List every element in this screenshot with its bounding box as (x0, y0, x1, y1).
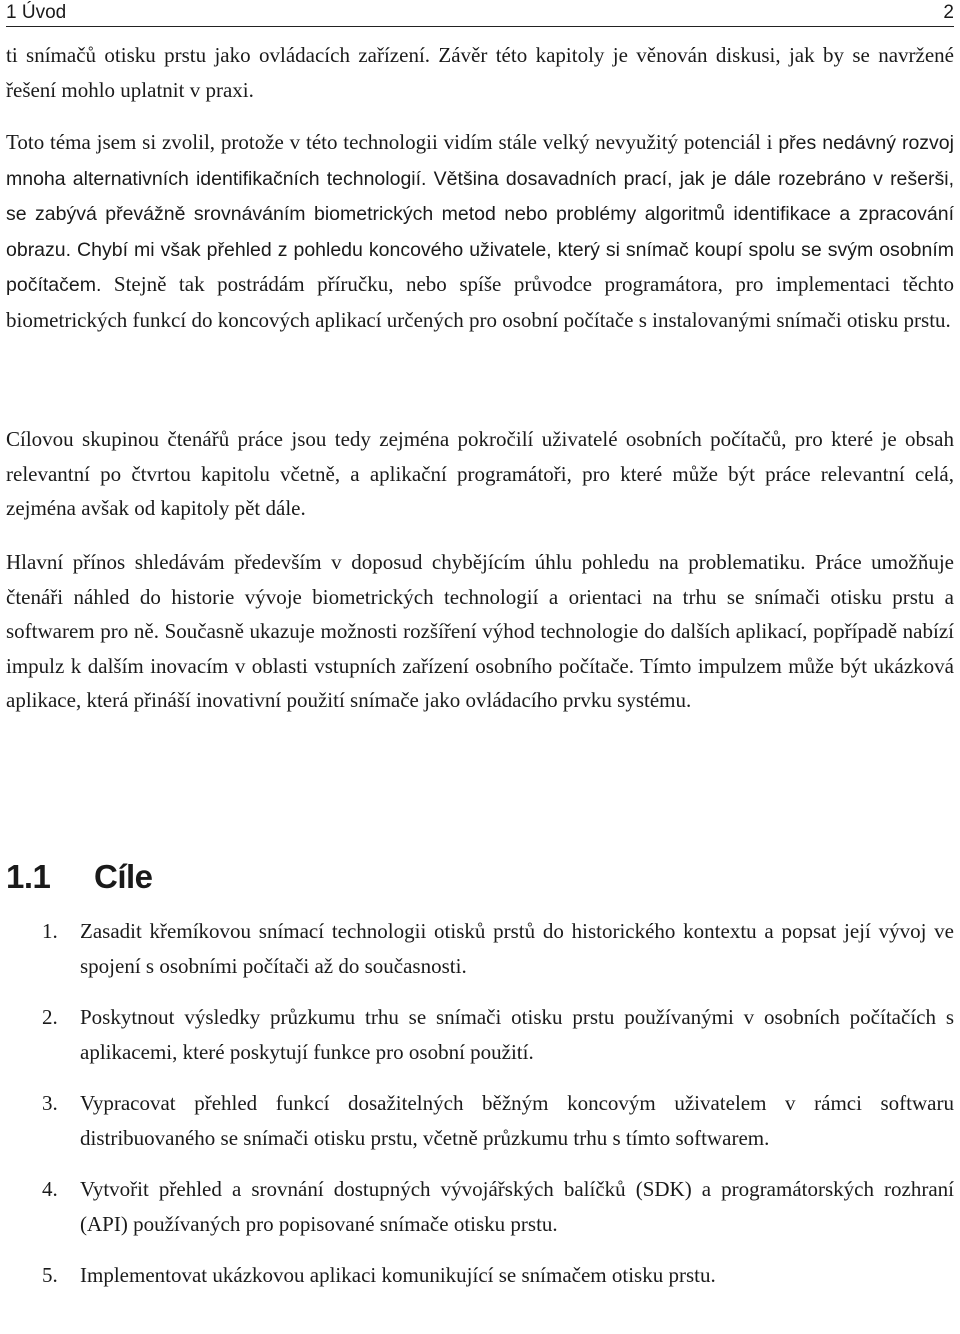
section-number: 1.1 (6, 858, 51, 895)
paragraph-text: Hlavní přínos shledávám především v doposud chybějícím úhlu pohledu na problematiku. Práce umožňuje čtenáři náhled do historie vývoje biometrických technologií a orientaci na trhu se snímači otisku prstu a softwarem pro ně. Současně ukazuje možnosti rozšíření výhod technologie do dalších aplikací, popřípadě nabízí impulz k dalším inovacím v oblasti vstupních zařízení osobního počítače. Tímto impulzem může být ukázková aplikace, která přináší inovativní použití snímače jako ovládacího prvku systému. (6, 550, 954, 712)
goal-number: 4. (42, 1177, 58, 1201)
paragraph-intro-end (6, 38, 954, 107)
paragraph-text: ti snímačů otisku prstu jako ovládacích zařízení. Závěr této kapitoly je věnován diskusi, jak by se navržené řešení mohlo uplatnit v praxi. (6, 43, 954, 102)
goal-number: 5. (42, 1263, 58, 1287)
goal-number: 1. (42, 919, 58, 943)
goal-item (0, 1172, 954, 1241)
page-number: 2 (943, 2, 954, 23)
goal-number: 2. (42, 1005, 58, 1029)
paragraph-text: Cílovou skupinou čtenářů práce jsou tedy zejména pokročilí uživatelé osobních počítačů, pro které je obsah relevantní po čtvrtou kapitolu včetně, a aplikační programátoři, pro které může být práce relevantní celá, zejména avšak od kapitoly pět dále. (6, 427, 954, 520)
goal-text: Poskytnout výsledky průzkumu trhu se snímači otisku prstu používanými v osobních počítačích s aplikacemi, které poskytují funkce pro osobní použití. (80, 1005, 954, 1064)
running-header (6, 0, 954, 27)
goal-number: 3. (42, 1091, 58, 1115)
paragraph-contribution (6, 545, 954, 718)
goal-text: Zasadit křemíkovou snímací technologii otisků prstů do historického kontextu a popsat její vývoj ve spojení s osobními počítači až do současnosti. (80, 919, 954, 978)
goal-text: Vypracovat přehled funkcí dosažitelných běžným koncovým uživatelem v rámci softwaru distribuovaného se snímači otisku prstu, včetně průzkumu trhu s tímto softwarem. (80, 1091, 954, 1150)
goal-text: Vytvořit přehled a srovnání dostupných vývojářských balíčků (SDK) a programátorských rozhraní (API) používaných pro popisované snímače otisku prstu. (80, 1177, 954, 1236)
section-title: Cíle (94, 858, 153, 895)
chapter-title: 1 Úvod (6, 2, 67, 23)
goal-text: Implementovat ukázkovou aplikaci komunikující se snímačem otisku prstu. (80, 1263, 716, 1287)
goals-list (0, 914, 954, 1310)
goal-item (0, 1258, 954, 1293)
section-heading (6, 852, 153, 902)
paragraph-motivation (6, 125, 954, 337)
paragraph-text: Toto téma jsem si zvolil, protože v této technologii vidím stále velký nevyužitý potenciál i (6, 130, 779, 154)
goal-item (0, 1086, 954, 1155)
paragraph-text-sans: přes nedávný rozvoj mnoha alternativních identifikačních technologií. Většina dosavadních prací, jak je dále rozebráno v rešerši, se zabývá převážně srovnáváním biometrických metod nebo problémy algoritmů identifikace a zpracování obrazu. Chybí mi však přehled z pohledu koncového uživatele, který si snímač koupí spolu se svým osobním počítačem. (6, 132, 954, 296)
paragraph-target-audience (6, 422, 954, 526)
goal-item (0, 1000, 954, 1069)
paragraph-text-tail: Stejně tak postrádám příručku, nebo spíše průvodce programátora, pro implementaci těchto biometrických funkcí do koncových aplikací určených pro osobní počítače s instalovanými snímači otisku prstu. (6, 272, 954, 332)
goal-item (0, 914, 954, 983)
